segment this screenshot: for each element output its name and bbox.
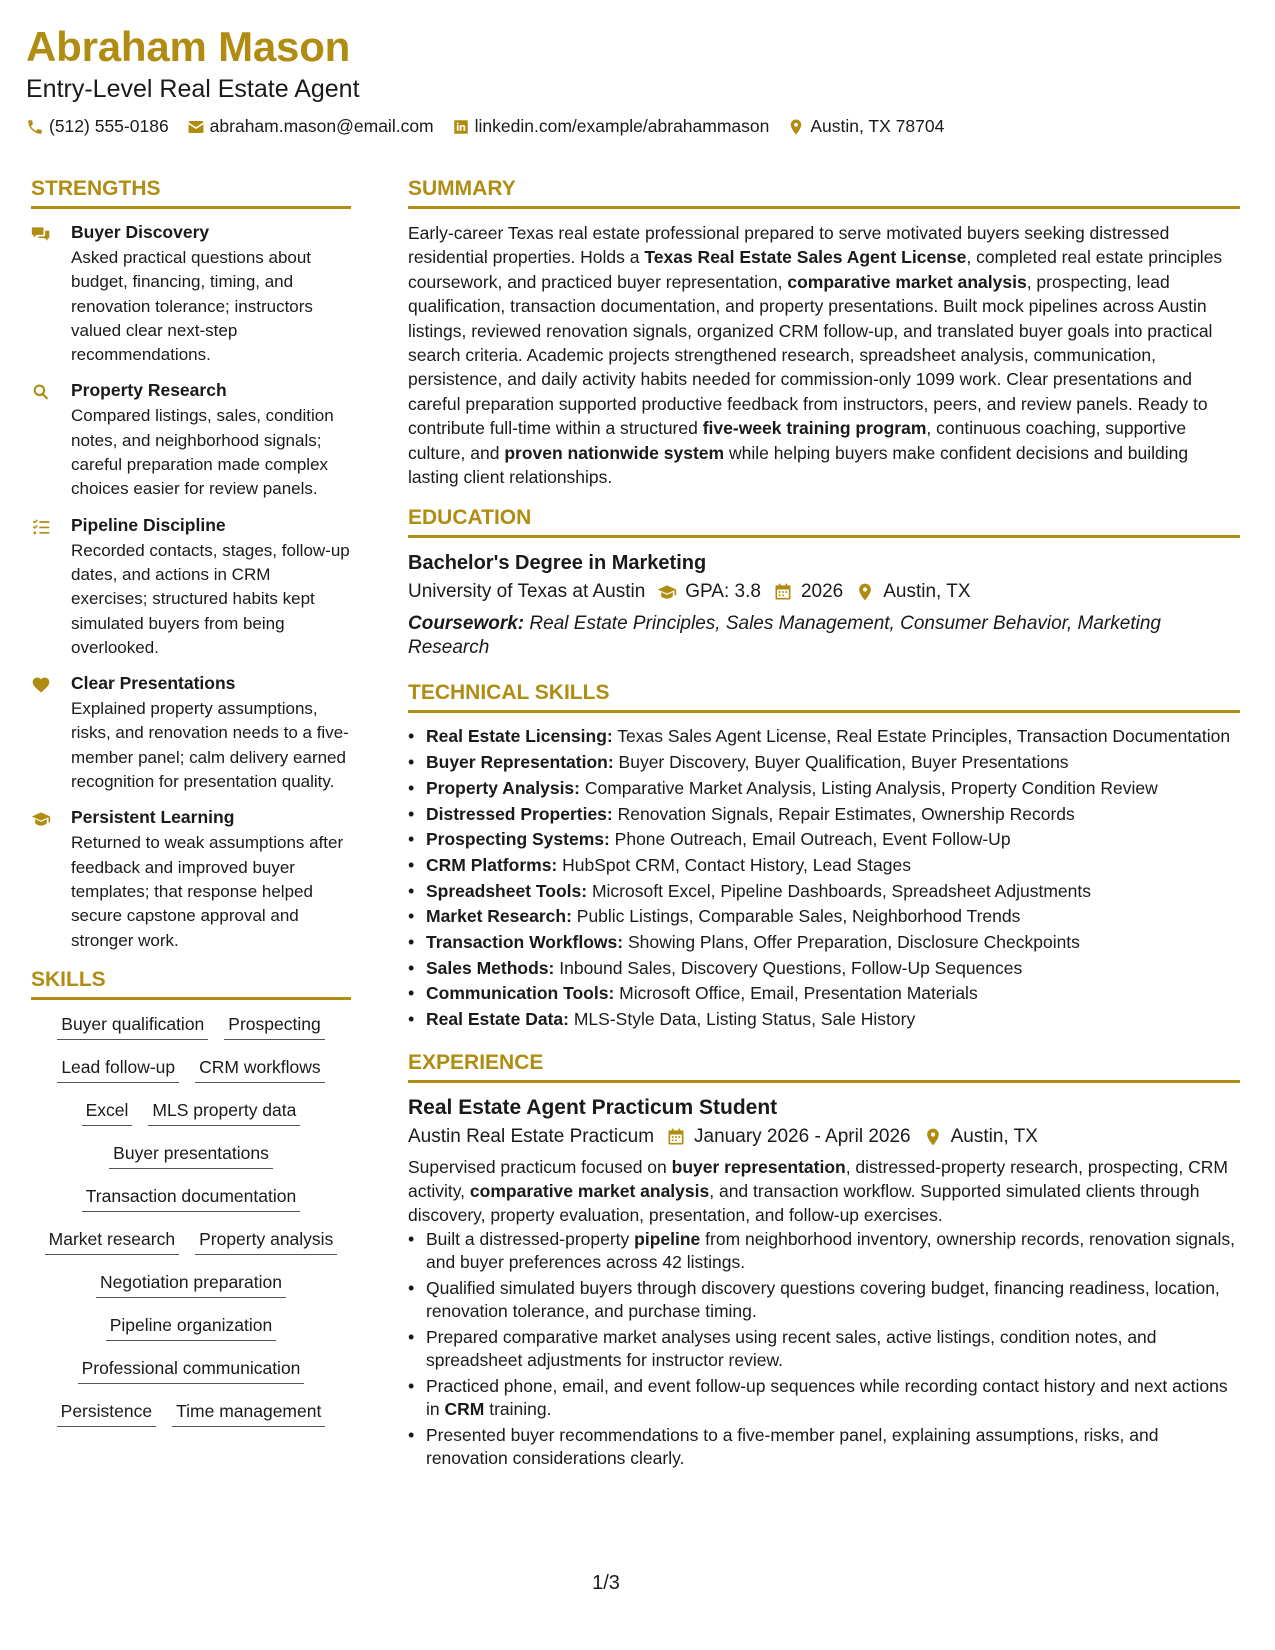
strength-title: Clear Presentations xyxy=(71,673,236,694)
bold-text: pipeline xyxy=(634,1228,701,1249)
email-icon xyxy=(187,118,205,136)
location-icon xyxy=(787,118,805,136)
text-run: Supervised practicum focused on xyxy=(408,1156,672,1177)
technical-skill-item xyxy=(408,828,1240,852)
bold-text: five-week training program xyxy=(702,418,927,439)
skill-category: Buyer Representation: xyxy=(426,752,614,773)
technical-skill-item xyxy=(408,982,1240,1006)
strength-text: Recorded contacts, stages, follow-up dates, and actions in CRM exercises; structured habits kept simulated buyers from being overlooked. xyxy=(71,540,350,657)
text-run: Early-career Texas real estate professional prepared to serve motivated buyers seeking distressed residential properties. Holds a xyxy=(408,223,1170,268)
education-location: Austin, TX xyxy=(883,581,971,603)
coursework xyxy=(408,612,1240,660)
strengths-section xyxy=(31,176,351,953)
location-icon xyxy=(855,582,875,602)
skill-tag: MLS property data xyxy=(148,1098,300,1126)
text-run: Prepared comparative market analyses using recent sales, active listings, condition notes, and spreadsheet adjustments for instructor review. xyxy=(426,1326,1157,1371)
summary-section xyxy=(408,176,1240,489)
strength-text: Explained property assumptions, risks, and renovation needs to a five-member panel; calm delivery earned recognition for presentation quality. xyxy=(71,699,349,792)
heart-icon xyxy=(31,675,51,695)
technical-skills-list xyxy=(408,725,1240,1031)
summary-text xyxy=(408,221,1240,489)
skill-tag: Persistence xyxy=(57,1399,156,1427)
skill-tag: Property analysis xyxy=(195,1227,337,1255)
skill-category: Real Estate Data: xyxy=(426,1009,569,1030)
job-description xyxy=(408,1155,1240,1228)
school-name: University of Texas at Austin xyxy=(408,581,646,603)
skill-category: Distressed Properties: xyxy=(426,803,613,824)
skill-values: Showing Plans, Offer Preparation, Disclosure Checkpoints xyxy=(623,931,1080,952)
experience-title: EXPERIENCE xyxy=(408,1050,1240,1083)
bold-text: buyer representation xyxy=(671,1156,846,1177)
text-run: Presented buyer recommendations to a five-member panel, explaining assumptions, risks, and renovation considerations clearly. xyxy=(426,1424,1159,1469)
job-details xyxy=(408,1123,1240,1151)
skill-category: Property Analysis: xyxy=(426,777,580,798)
skills-title: SKILLS xyxy=(31,967,351,1000)
contact-linkedin[interactable] xyxy=(452,116,770,137)
skill-tag: CRM workflows xyxy=(195,1055,325,1083)
skills-row xyxy=(31,1012,351,1040)
phone-icon xyxy=(26,118,44,136)
skills-row xyxy=(31,1055,351,1083)
skills-row xyxy=(31,1184,351,1212)
education-title: EDUCATION xyxy=(408,505,1240,538)
experience-bullet xyxy=(408,1228,1240,1275)
bold-text: Texas Real Estate Sales Agent License xyxy=(644,247,967,268)
skills-row xyxy=(31,1356,351,1384)
strength-title: Persistent Learning xyxy=(71,807,235,828)
experience-bullet xyxy=(408,1424,1240,1471)
skill-values: Phone Outreach, Email Outreach, Event Follow-Up xyxy=(609,829,1011,850)
skill-category: Sales Methods: xyxy=(426,957,555,978)
strengths-title: STRENGTHS xyxy=(31,176,351,209)
skill-values: HubSpot CRM, Contact History, Lead Stages xyxy=(557,854,911,875)
technical-skill-item xyxy=(408,854,1240,878)
strength-item xyxy=(31,672,351,794)
skill-category: Prospecting Systems: xyxy=(426,829,610,850)
degree-name: Bachelor's Degree in Marketing xyxy=(408,552,707,575)
education-details xyxy=(408,578,1240,606)
skill-values: Renovation Signals, Repair Estimates, Ownership Records xyxy=(612,803,1075,824)
location-icon xyxy=(923,1127,943,1147)
calendar-icon xyxy=(773,582,793,602)
strength-title: Buyer Discovery xyxy=(71,222,210,242)
skill-values: Buyer Discovery, Buyer Qualification, Buyer Presentations xyxy=(613,752,1069,773)
graduation-cap-icon xyxy=(31,809,51,829)
skill-tag: Pipeline organization xyxy=(106,1313,276,1341)
coursework-label: Coursework: xyxy=(408,613,525,635)
job-location: Austin, TX xyxy=(950,1125,1038,1147)
education-section xyxy=(408,505,1240,660)
technical-skill-item xyxy=(408,957,1240,981)
text-run: , completed real estate principles coursework, and practiced buyer representation, xyxy=(408,247,1223,292)
strength-text: Returned to weak assumptions after feedback and improved buyer templates; that response helped secure capstone approval and stronger work. xyxy=(71,833,344,950)
skill-tag: Professional communication xyxy=(78,1356,305,1384)
skill-tag: Transaction documentation xyxy=(82,1184,300,1212)
job-title: Real Estate Agent Practicum Student xyxy=(408,1095,778,1119)
search-icon xyxy=(31,382,51,402)
technical-skill-item xyxy=(408,905,1240,929)
skill-tag: Lead follow-up xyxy=(57,1055,179,1083)
strength-title: Property Research xyxy=(71,380,227,401)
strength-title: Pipeline Discipline xyxy=(71,514,226,535)
skill-tag: Negotiation preparation xyxy=(96,1270,286,1298)
strength-text: Asked practical questions about budget, financing, timing, and renovation tolerance; instructors valued clear next-step recommendations. xyxy=(71,248,313,365)
bold-text: comparative market analysis xyxy=(787,271,1027,292)
contact-bar xyxy=(26,116,1246,137)
phone-text: (512) 555-0186 xyxy=(49,116,169,136)
skill-category: Spreadsheet Tools: xyxy=(426,880,588,901)
technical-skills-section xyxy=(408,680,1240,1031)
text-run: from neighborhood inventory, ownership records, renovation signals, and buyer preferences across 42 listings. xyxy=(426,1228,1235,1273)
text-run: , continuous coaching, supportive culture, and xyxy=(408,418,1187,463)
experience-bullet xyxy=(408,1375,1240,1422)
strength-item xyxy=(31,379,351,501)
skill-values: Texas Sales Agent License, Real Estate Principles, Transaction Documentation xyxy=(612,726,1231,747)
technical-skill-item xyxy=(408,931,1240,955)
bold-text: comparative market analysis xyxy=(469,1180,710,1201)
candidate-name: Abraham Mason xyxy=(26,23,351,70)
left-column xyxy=(31,176,351,1442)
text-run: Practiced phone, email, and event follow-up sequences while recording contact history and next actions in xyxy=(426,1375,1228,1420)
graduation-cap-icon xyxy=(657,582,677,602)
page-number: 1/3 xyxy=(592,1572,620,1594)
skills-row xyxy=(31,1399,351,1427)
technical-skill-item xyxy=(408,725,1240,749)
technical-skill-item xyxy=(408,777,1240,801)
skill-category: Market Research: xyxy=(426,906,572,927)
skills-row xyxy=(31,1270,351,1298)
checklist-icon xyxy=(31,517,51,537)
skill-values: Microsoft Office, Email, Presentation Materials xyxy=(614,983,978,1004)
technical-skills-title: TECHNICAL SKILLS xyxy=(408,680,1240,713)
skill-values: Microsoft Excel, Pipeline Dashboards, Spreadsheet Adjustments xyxy=(587,880,1091,901)
skill-values: Comparative Market Analysis, Listing Analysis, Property Condition Review xyxy=(580,777,1158,798)
contact-email[interactable] xyxy=(187,116,434,137)
skills-row xyxy=(31,1141,351,1169)
experience-bullet xyxy=(408,1326,1240,1373)
bold-text: proven nationwide system xyxy=(504,442,725,463)
bold-text: CRM xyxy=(444,1399,485,1420)
linkedin-text: linkedin.com/example/abrahammason xyxy=(474,116,770,136)
gpa: GPA: 3.8 xyxy=(685,581,761,603)
skill-tag: Market research xyxy=(45,1227,179,1255)
skill-tag: Buyer qualification xyxy=(57,1012,208,1040)
email-text: abraham.mason@email.com xyxy=(209,116,434,136)
chat-icon xyxy=(31,224,51,244)
text-run: Built a distressed-property xyxy=(426,1228,635,1249)
skill-category: CRM Platforms: xyxy=(426,854,558,875)
contact-phone xyxy=(26,116,169,137)
location-text: Austin, TX 78704 xyxy=(810,116,945,136)
skill-tag: Prospecting xyxy=(224,1012,324,1040)
skill-values: Public Listings, Comparable Sales, Neighborhood Trends xyxy=(571,906,1021,927)
text-run: , and transaction workflow. Supported simulated clients through discovery, property evaluation, presentation, and follow-up exercises. xyxy=(408,1180,1200,1226)
strength-text: Compared listings, sales, condition notes, and neighborhood signals; careful preparation made complex choices easier for review panels. xyxy=(71,406,334,499)
text-run: , distressed-property research, prospecting, CRM activity, xyxy=(408,1156,1228,1201)
linkedin-icon xyxy=(452,118,470,136)
coursework-list: Real Estate Principles, Sales Management, Consumer Behavior, Marketing Research xyxy=(408,613,1161,659)
skills-row xyxy=(31,1227,351,1255)
technical-skill-item xyxy=(408,751,1240,775)
experience-bullet xyxy=(408,1277,1240,1324)
skill-tag: Time management xyxy=(172,1399,325,1427)
right-column xyxy=(408,176,1240,1473)
skill-category: Transaction Workflows: xyxy=(426,931,624,952)
text-run: , prospecting, lead qualification, transaction documentation, and property presentations. Built mock pipelines across Austin listings, reviewed renovation signals, organized CRM follow-up, and translated buyer goals into practical search criteria. Academic projects strengthened research, spreadsheet analysis, communication, persistence, and daily activity habits needed for commission-only 1099 work. Clear presentations and careful preparation supported productive feedback from instructors, peers, and review panels. Ready to contribute full-time within a structured xyxy=(408,271,1213,439)
job-bullets xyxy=(408,1228,1240,1471)
summary-title: SUMMARY xyxy=(408,176,1240,209)
job-dates: January 2026 - April 2026 xyxy=(694,1125,911,1147)
job-organization: Austin Real Estate Practicum xyxy=(408,1125,655,1147)
strength-item xyxy=(31,806,351,952)
resume-header xyxy=(26,22,1246,137)
skill-category: Communication Tools: xyxy=(426,983,615,1004)
skill-values: MLS-Style Data, Listing Status, Sale History xyxy=(568,1009,916,1030)
experience-section xyxy=(408,1050,1240,1471)
contact-location xyxy=(787,116,944,137)
technical-skill-item xyxy=(408,803,1240,827)
candidate-headline: Entry-Level Real Estate Agent xyxy=(26,75,360,103)
technical-skill-item xyxy=(408,1008,1240,1032)
skill-values: Inbound Sales, Discovery Questions, Follow-Up Sequences xyxy=(554,957,1023,978)
skill-category: Real Estate Licensing: xyxy=(426,726,613,747)
skills-row xyxy=(31,1313,351,1341)
skills-section xyxy=(31,967,351,1427)
skill-tag: Excel xyxy=(82,1098,133,1126)
graduation-year: 2026 xyxy=(800,581,844,603)
skills-list xyxy=(31,1012,351,1427)
technical-skill-item xyxy=(408,880,1240,904)
text-run: training. xyxy=(484,1399,552,1420)
skills-row xyxy=(31,1098,351,1126)
calendar-icon xyxy=(666,1127,686,1147)
text-run: Qualified simulated buyers through discovery questions covering budget, financing readiness, location, renovation tolerance, and purchase timing. xyxy=(426,1277,1220,1322)
strength-item xyxy=(31,514,351,660)
skill-tag: Buyer presentations xyxy=(109,1141,273,1169)
strength-item xyxy=(31,221,351,367)
text-run: while helping buyers make confident decisions and building lasting client relationships. xyxy=(408,442,1189,488)
